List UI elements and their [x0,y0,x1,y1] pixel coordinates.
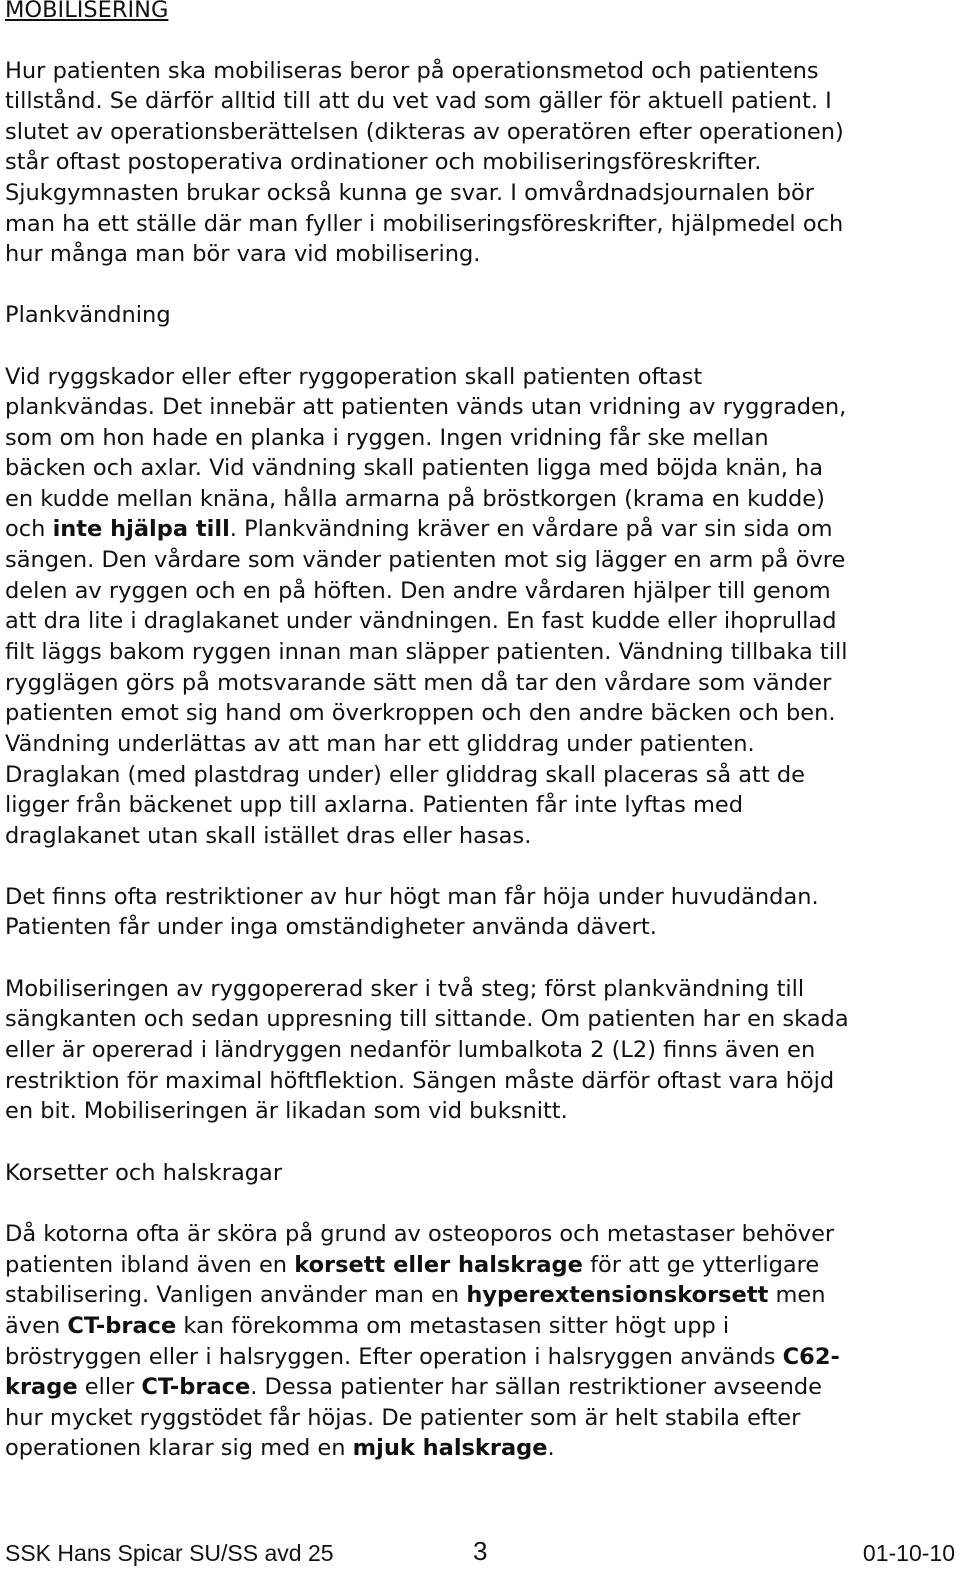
plank-line-6a: och [5,516,53,542]
kors-line-8c: . [547,1435,555,1461]
kors-line-4c: kan förekomma om metastasen sitter högt upp i [176,1313,730,1339]
intro-line-5 [5,178,955,209]
kors-line-7: hur mycket ryggstödet får höjas. De patienter som är helt stabila efter [5,1405,801,1431]
plank-line-5: en kudde mellan knäna, hålla armarna på bröstkorgen (krama en kudde) [5,486,825,512]
kors-line-6d: . Dessa patienter har sällan restriktioner avseende [250,1374,822,1400]
kors-line-3a: stabilisering. Vanligen använder man en [5,1282,467,1308]
plank-line-9: att dra lite i draglakanet under vändningen. En fast kudde eller ihoprullad [5,608,837,634]
mob-line-4: restriktion för maximal höftflektion. Sängen måste därför oftast vara höjd [5,1068,835,1094]
kors-line-5a: bröstryggen eller i halsryggen. Efter operation i halsryggen används [5,1344,783,1370]
kors-line-3 [5,1280,955,1311]
restr-line-2: Patienten får under inga omständigheter använda dävert. [5,914,657,940]
plank-line-6 [5,514,955,545]
emphasis-c62: C62- [782,1344,840,1370]
mob-line-1: Mobiliseringen av ryggopererad sker i två steg; först plankvändning till [5,976,805,1002]
plank-line-14: Draglakan (med plastdrag under) eller gliddrag skall placeras så att de [5,762,805,788]
emphasis-ct-brace-1: CT-brace [67,1313,177,1339]
intro-line-5b: I omvårdnadsjournalen bör [503,180,815,206]
emphasis-mjuk-halskrage: mjuk halskrage [352,1435,548,1461]
kors-line-1: Då kotorna ofta är sköra på grund av osteoporos och metastaser behöver [5,1221,835,1247]
kors-line-8a: operationen klarar sig med en [5,1435,353,1461]
intro-line-1: Hur patienten ska mobiliseras beror på operationsmetod och patientens [5,58,819,84]
plank-line-11: rygglägen görs på motsvarande sätt men då tar den vårdare som vänder [5,670,832,696]
intro-line-3: slutet av operationsberättelsen (dikteras av operatören efter operationen) [5,119,844,145]
mob-line-2: sängkanten och sedan uppresning till sittande. Om patienten har en skada [5,1006,849,1032]
footer-author: SSK Hans Spicar SU/SS avd 25 [5,1540,334,1566]
restr-line-1: Det finns ofta restriktioner av hur högt man får höja under huvudändan. [5,884,819,910]
plank-line-15: ligger från bäckenet upp till axlarna. Patienten får inte lyftas med [5,792,743,818]
kors-line-2a: patienten ibland även en [5,1252,295,1278]
plank-line-2: plankvändas. Det innebär att patienten vänds utan vridning av ryggraden, [5,394,847,420]
footer-date: 01-10-10 [862,1540,955,1566]
plank-line-6c: . Plankvändning kräver en vårdare på var sin sida om [229,516,833,542]
kors-line-3c: men [768,1282,826,1308]
plank-line-7: sängen. Den vårdare som vänder patienten mot sig lägger en arm på övre [5,547,846,573]
kors-line-6b: eller [77,1374,142,1400]
intro-line-4: står oftast postoperativa ordinationer och mobiliseringsföreskrifter. [5,149,762,175]
emphasis-inte-hjalpa-till: inte hjälpa till [52,516,230,542]
kors-line-6 [5,1372,955,1403]
plank-line-4: bäcken och axlar. Vid vändning skall patienten ligga med böjda knän, ha [5,455,824,481]
plank-line-3: som om hon hade en planka i ryggen. Ingen vridning får ske mellan [5,425,769,451]
plank-line-8: delen av ryggen och en på höften. Den andre vårdaren hjälper till genom [5,578,831,604]
kors-line-2c: för att ge ytterligare [582,1252,820,1278]
intro-line-7: hur många man bör vara vid mobilisering. [5,241,481,267]
page-number: 3 [473,1536,488,1566]
plank-line-10: filt läggs bakom ryggen innan man släpper patienten. Vändning tillbaka till [5,639,848,665]
mob-line-3: eller är opererad i ländryggen nedanför lumbalkota 2 (L2) finns även en [5,1037,816,1063]
plank-line-16: draglakanet utan skall istället dras eller hasas. [5,823,532,849]
intro-line-2: tillstånd. Se därför alltid till att du vet vad som gäller för aktuell patient. I [5,88,832,114]
plank-line-1: Vid ryggskador eller efter ryggoperation skall patienten oftast [5,364,703,390]
kors-line-2 [5,1250,955,1281]
plank-line-12: patienten emot sig hand om överkroppen och den andre bäcken och ben. [5,700,836,726]
kors-line-5 [5,1342,955,1373]
kors-line-4a: även [5,1313,68,1339]
intro-line-5a: Sjukgymnasten brukar också kunna ge svar. [5,180,504,206]
intro-line-6: man ha ett ställe där man fyller i mobiliseringsföreskrifter, hjälpmedel och [5,211,844,237]
kors-line-4 [5,1311,955,1342]
section-title-plankvandning: Plankvändning [5,302,171,328]
plank-line-13: Vändning underlättas av att man har ett gliddrag under patienten. [5,731,755,757]
emphasis-hyperextensionskorsett: hyperextensionskorsett [466,1282,769,1308]
emphasis-korsett-halskrage: korsett eller halskrage [294,1252,583,1278]
section-title-korsetter: Korsetter och halskragar [5,1160,283,1186]
mob-line-5: en bit. Mobiliseringen är likadan som vid buksnitt. [5,1098,568,1124]
page-heading: MOBILISERING [5,0,169,23]
kors-line-8 [5,1433,955,1464]
emphasis-ct-brace-2: CT-brace [141,1374,251,1400]
emphasis-krage: krage [5,1374,78,1400]
